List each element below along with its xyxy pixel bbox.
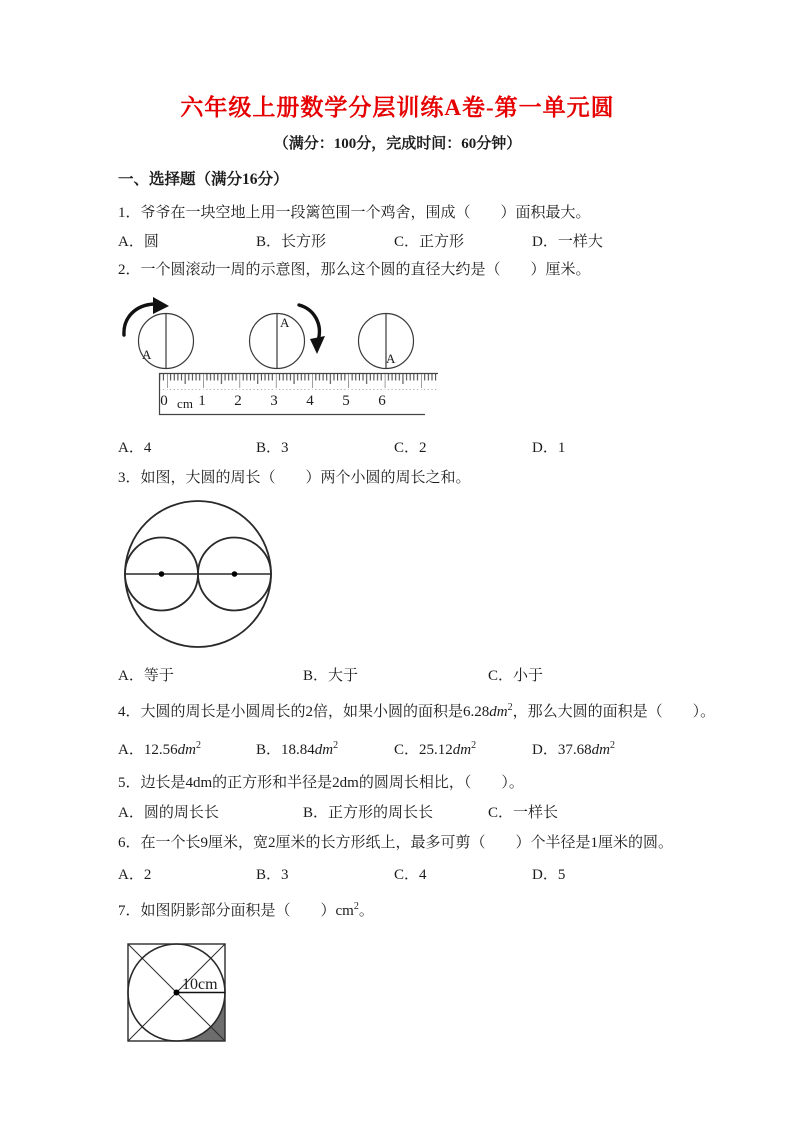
ruler-number-5: 5: [342, 393, 350, 409]
question-1-stem: 1．爷爷在一块空地上用一段篱笆围一个鸡舍，围成（ ）面积最大。: [118, 205, 591, 221]
point-label-a3: A: [386, 351, 396, 366]
option-6-c: C．4: [394, 867, 427, 883]
ruler-number-2: 2: [234, 393, 242, 409]
question-3-options: [118, 668, 733, 685]
question-5-stem: 5．边长是4dm的正方形和半径是2dm的圆周长相比，（ ）。: [118, 775, 524, 791]
option-2-b: B．3: [256, 440, 289, 456]
option-1-a: A．圆: [118, 234, 159, 250]
option-4-d: D．$37.68dm^2$: [532, 740, 615, 758]
question-7-stem-pre: 7．如图阴影部分面积是（ ）: [118, 903, 336, 919]
option-2-c: C．2: [394, 440, 427, 456]
square-circle-figure: [118, 932, 258, 1047]
question-1-options: [118, 234, 733, 251]
option-1-c: C．正方形: [394, 234, 465, 250]
question-4-area-value: 6.28: [463, 704, 490, 720]
option-3-c: C．小于: [488, 668, 544, 684]
question-5-options: [118, 805, 733, 822]
ruler-number-0: 0: [160, 393, 168, 409]
option-1-d: D．一样大: [532, 234, 603, 250]
question-7-stem-post: 。: [358, 903, 374, 919]
option-1-b: B．长方形: [256, 234, 327, 250]
option-6-a: A．2: [118, 867, 152, 883]
question-4-stem: [118, 699, 733, 721]
option-3-b: B．大于: [303, 668, 359, 684]
center-dot: [174, 990, 180, 996]
page-title: 六年级上册数学分层训练A卷-第一单元圆: [180, 95, 615, 120]
question-7-sup: 2: [353, 901, 359, 912]
option-6-b: B．3: [256, 867, 289, 883]
question-7-unit: cm: [335, 903, 354, 919]
rotation-arrow-icon: [124, 297, 325, 354]
ruler-number-6: 6: [378, 393, 386, 409]
option-4-b: B．$18.84dm^2$: [256, 740, 339, 758]
question-6-stem: 6．在一个长9厘米，宽2厘米的长方形纸上，最多可剪（ ）个半径是1厘米的圆。: [118, 835, 674, 851]
page-subtitle: （满分：100分，完成时间：60分钟）: [273, 136, 522, 152]
rolling-circles: [139, 314, 414, 369]
option-3-a: A．等于: [118, 668, 174, 684]
question-4-area-unit: dm: [489, 704, 508, 720]
question-3-stem: 3．如图，大圆的周长（ ）两个小圆的周长之和。: [118, 470, 471, 486]
ruler-number-3: 3: [270, 393, 278, 409]
option-4-c: C．$25.12dm^2$: [394, 740, 477, 758]
question-2-options: [118, 440, 733, 457]
option-6-d: D．5: [532, 867, 566, 883]
question-4-stem-post: ，那么大圆的面积是（ ）。: [512, 704, 716, 720]
question-4-stem-pre: 4．大圆的周长是小圆周长的2倍，如果小圆的面积是: [118, 704, 464, 720]
question-2-stem: 2．一个圆滚动一周的示意图，那么这个圆的直径大约是（ ）厘米。: [118, 262, 591, 278]
ruler: [159, 373, 438, 415]
option-5-b: B．正方形的周长长: [303, 805, 434, 821]
point-label-a2: A: [280, 315, 290, 330]
right-center-dot: [232, 571, 238, 577]
option-4-a: A．$12.56dm^2$: [118, 740, 201, 758]
radius-label: 10cm: [182, 976, 218, 993]
option-2-d: D．1: [532, 440, 566, 456]
question-7-stem: [118, 898, 733, 920]
question-4-options: [118, 737, 733, 759]
left-center-dot: [159, 571, 165, 577]
rolling-circle-figure: [118, 293, 448, 427]
question-6-options: [118, 867, 733, 884]
ruler-number-1: 1: [198, 393, 206, 409]
section-heading: 一、选择题（满分16分）: [118, 171, 289, 188]
ruler-number-4: 4: [306, 393, 314, 409]
ruler-unit-label: cm: [177, 396, 193, 411]
question-4-area-sup: 2: [507, 702, 513, 713]
option-5-c: C．一样长: [488, 805, 559, 821]
point-label-a1: A: [142, 347, 152, 362]
big-small-circles-figure: [118, 496, 288, 656]
option-5-a: A．圆的周长长: [118, 805, 219, 821]
option-2-a: A．4: [118, 440, 152, 456]
